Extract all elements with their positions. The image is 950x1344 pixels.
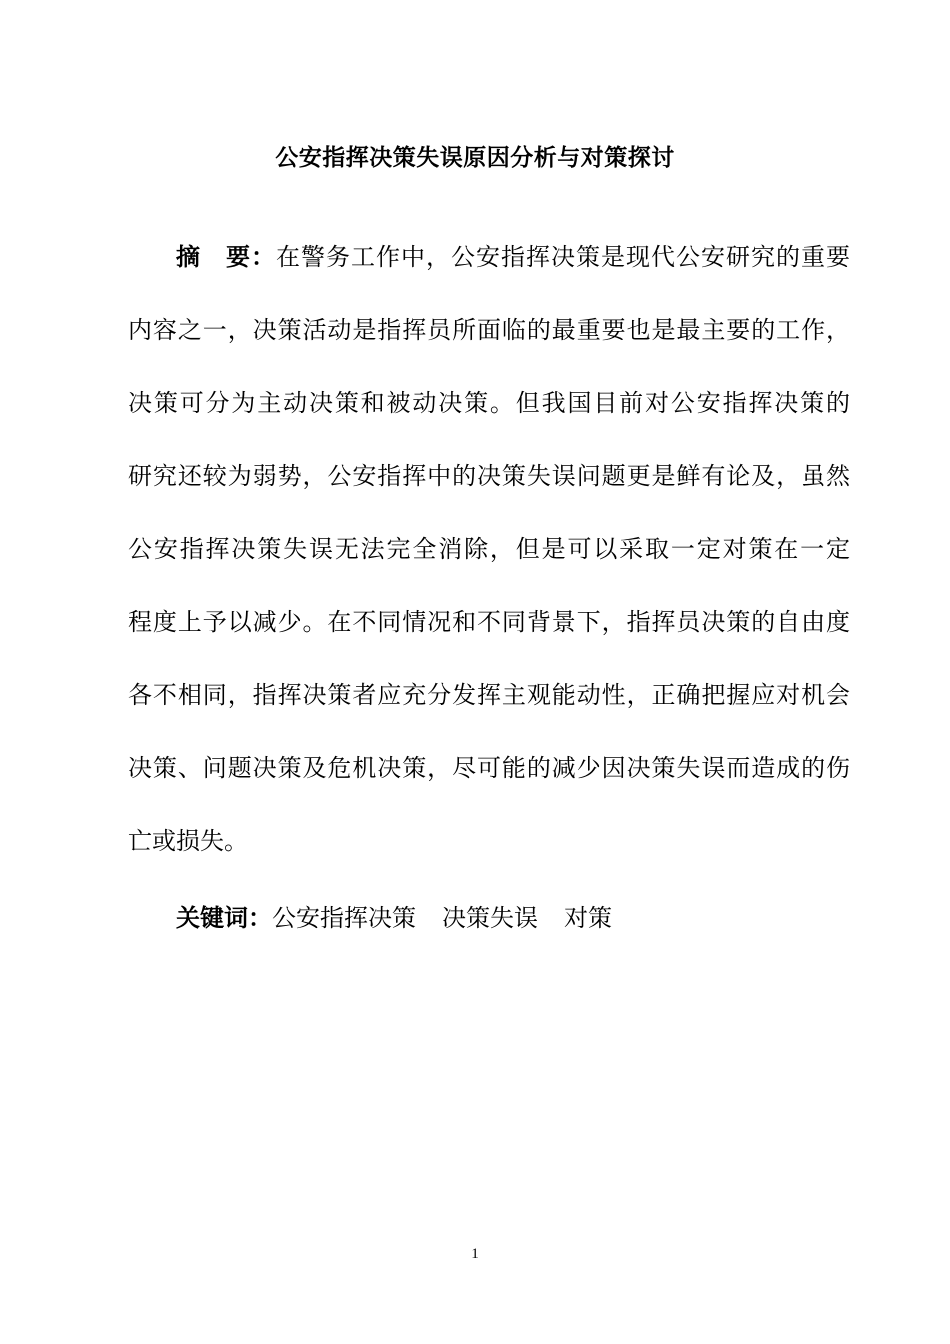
keywords-section (176, 898, 612, 938)
abstract-line: 研究还较为弱势，公安指挥中的决策失误问题更是鲜有论及，虽然 (128, 462, 850, 490)
keywords-label: 关键词： (176, 904, 272, 932)
abstract-line: 亡或损失。 (128, 827, 248, 855)
abstract-line: 决策、问题决策及危机决策，尽可能的减少因决策失误而造成的伤 (128, 754, 850, 782)
abstract-section (128, 237, 850, 894)
abstract-line: 公安指挥决策失误无法完全消除，但是可以采取一定对策在一定 (128, 535, 850, 563)
abstract-line: 各不相同，指挥决策者应充分发挥主观能动性，正确把握应对机会 (128, 681, 850, 709)
abstract-line: 内容之一，决策活动是指挥员所面临的最重要也是最主要的工作， (128, 316, 850, 344)
abstract-text: 在警务工作中，公安指挥决策是现代公安研究的重要 (276, 243, 850, 271)
abstract-label: 摘 要： (176, 243, 276, 271)
page-number: 1 (471, 1246, 479, 1262)
document-title: 公安指挥决策失误原因分析与对策探讨 (275, 145, 675, 171)
keyword-item: 公安指挥决策 (272, 904, 416, 932)
keyword-item: 决策失误 (442, 904, 538, 932)
abstract-line: 决策可分为主动决策和被动决策。但我国目前对公安指挥决策的 (128, 389, 850, 417)
abstract-line (128, 237, 850, 310)
keyword-item: 对策 (564, 904, 612, 932)
abstract-line: 程度上予以减少。在不同情况和不同背景下，指挥员决策的自由度 (128, 608, 850, 636)
